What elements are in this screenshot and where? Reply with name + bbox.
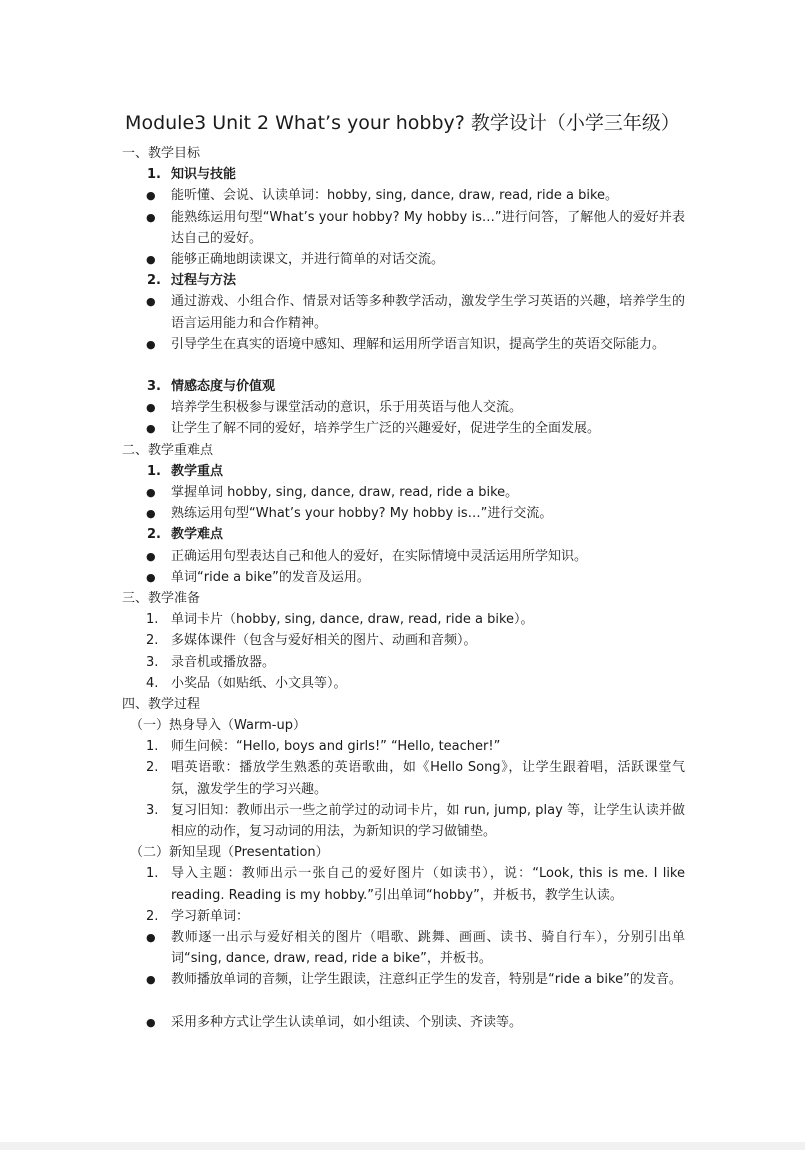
bullet-item: ● 教师播放单词的音频，让学生跟读，注意纠正学生的发音，特别是“ride a bike”的发音。 (0, 969, 805, 1011)
numbered-item: 1. 师生问候：“Hello, boys and girls!” “Hello, teacher!” (146, 739, 501, 755)
numbered-item: 4. 小奖品（如贴纸、小文具等）。 (146, 675, 347, 691)
paragraph-heading: （一）热身导入（Warm-up） (130, 718, 306, 734)
bullet-icon: ● (146, 1015, 156, 1029)
numbered-item: 3. 复习旧知：教师出示一些之前学过的动词卡片，如 run, jump, play 等，让学生认读并做相应的动作，复习动词的用法，为新知识的学习做铺垫。 (146, 802, 685, 840)
bullet-item: ● 采用多种方式让学生认读单词，如小组读、个别读、齐读等。 (0, 1012, 805, 1033)
document-title: Module3 Unit 2 What’s your hobby? 教学设计（小学三年级） (125, 112, 680, 134)
bullet-item: ● 通过游戏、小组合作、情景对话等多种教学活动，激发学生学习英语的兴趣，培养学生的语言运用能力和合作精神。 (0, 291, 805, 333)
bullet-icon: ● (146, 422, 156, 436)
section-heading: 二、教学重难点 (122, 442, 214, 458)
bullet-icon: ● (146, 973, 156, 987)
bullet-icon: ● (146, 570, 156, 584)
bullet-item: ● 能听懂、会说、认读单词：hobby, sing, dance, draw, read, ride a bike。 (0, 185, 805, 206)
subsection-heading: 1. 教学重点 (147, 463, 224, 479)
bullet-item: ● 熟练运用句型“What’s your hobby? My hobby is…”进行交流。 (0, 503, 805, 524)
bullet-item: ● 正确运用句型表达自己和他人的爱好，在实际情境中灵活运用所学知识。 (0, 546, 805, 567)
bullet-icon: ● (146, 252, 156, 266)
subsection-heading: 2. 过程与方法 (147, 273, 237, 289)
bullet-icon: ● (146, 337, 156, 351)
bullet-item: ● 掌握单词 hobby, sing, dance, draw, read, ride a bike。 (0, 482, 805, 503)
numbered-item: 2. 多媒体课件（包含与爱好相关的图片、动画和音频）。 (146, 633, 477, 649)
numbered-item: 2. 唱英语歌：播放学生熟悉的英语歌曲，如《Hello Song》，让学生跟着唱，活跃课堂气氛，激发学生的学习兴趣。 (146, 760, 685, 797)
paragraph-heading: （二）新知呈现（Presentation） (130, 845, 329, 861)
subsection-heading: 3. 情感态度与价值观 (147, 379, 276, 395)
section-heading: 四、教学过程 (122, 696, 201, 712)
bullet-icon: ● (146, 295, 156, 309)
bullet-icon: ● (146, 507, 156, 521)
numbered-item: 1. 单词卡片（hobby, sing, dance, draw, read, ride a bike）。 (146, 612, 534, 628)
bullet-item: ● 能熟练运用句型“What’s your hobby? My hobby is…”进行问答，了解他人的爱好并表达自己的爱好。 (0, 207, 805, 249)
bullet-item: ● 能够正确地朗读课文，并进行简单的对话交流。 (0, 249, 805, 270)
bullet-icon: ● (146, 189, 156, 203)
bullet-icon: ● (146, 549, 156, 563)
document-body (0, 143, 805, 1033)
bullet-icon: ● (146, 210, 156, 224)
numbered-item: 2. 学习新单词： (146, 908, 250, 924)
section-heading: 一、教学目标 (122, 146, 201, 161)
subsection-heading: 1. 知识与技能 (147, 167, 237, 183)
subsection-heading: 2. 教学难点 (147, 527, 224, 543)
bullet-item: ● 单词“ride a bike”的发音及运用。 (0, 567, 805, 588)
bullet-item: ● 培养学生积极参与课堂活动的意识，乐于用英语与他人交流。 (0, 397, 805, 418)
bullet-item: ● 让学生了解不同的爱好，培养学生广泛的兴趣爱好，促进学生的全面发展。 (0, 418, 805, 439)
bullet-icon: ● (146, 931, 156, 945)
bullet-item: ● 引导学生在真实的语境中感知、理解和运用所学语言知识，提高学生的英语交际能力。 (0, 334, 805, 376)
numbered-item: 1. 导入主题：教师出示一张自己的爱好图片（如读书），说：“Look, this is me. I like reading. Reading is my hobby.”引出单词“hobby”，并板书，教学生认读。 (146, 866, 685, 903)
bullet-icon: ● (146, 401, 156, 415)
section-heading: 三、教学准备 (122, 590, 201, 606)
bullet-item: ● 教师逐一出示与爱好相关的图片（唱歌、跳舞、画画、读书、骑自行车），分别引出单词“sing, dance, draw, read, ride a bike”，并板书。 (0, 927, 805, 969)
bullet-icon: ● (146, 486, 156, 500)
numbered-item: 3. 录音机或播放器。 (146, 654, 276, 670)
